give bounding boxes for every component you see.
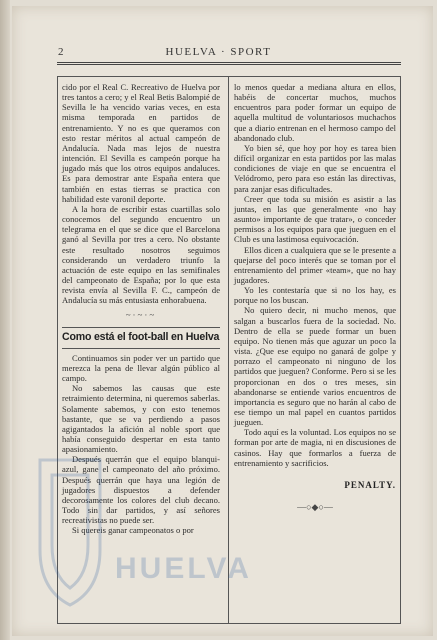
ornament-divider: ~·~·~ <box>125 310 157 321</box>
paragraph: Continuamos sin poder ver un partido que merezca la pena de llevar algún público al campo. <box>62 352 220 384</box>
page-number: 2 <box>58 46 64 58</box>
paragraph: Yo bien sé, que hoy por hoy es tarea bien difícil organizar en esta partidos por las malas condiciones de viaje en que se encuentra el Velódromo, pero para eso están las directivas, para zanjar esas dificultades. <box>234 142 396 194</box>
left-column <box>62 82 220 536</box>
right-column <box>234 82 396 512</box>
title-rule-bottom <box>62 348 220 349</box>
end-ornament: —○◆○— <box>297 502 333 513</box>
paragraph: lo menos quedar a mediana altura en ellos, habéis de concertar muchos, muchos encuentros para poder formar un equipo de aquella multitud de voluntariosos muchachos que a diario entrenan en el hermoso campo del abandonado club. <box>234 82 396 143</box>
paragraph: Si quereis ganar campeonatos o por <box>72 525 194 536</box>
paragraph: Ellos dicen a cualquiera que se le presente a quejarse del poco interés que se toman por el entrenamiento del primer «team», que no hay jugadores. <box>234 244 396 285</box>
paragraph: No sabemos las causas que este retraimiento determina, ni queremos saberlas. Solamente sabemos, y con esto tenemos bastante, que se va perdiendo a pasos agigantados la afición al noble sport que había conseguido despertar en esta tanto apasionamiento. <box>62 383 220 455</box>
column-divider <box>228 76 229 624</box>
paragraph: Todo aquí es la voluntad. Los equipos no se forman por arte de magia, ni en discusiones de casinos. Hay que formarlos a fuerza de entrenamiento y sacrificios. <box>234 427 396 468</box>
publication-header: HUELVA · SPORT <box>165 46 272 58</box>
author-signature: PENALTY. <box>344 479 396 490</box>
header-rule <box>57 62 401 65</box>
paragraph: cido por el Real C. Recreativo de Huelva por tres tantos a cero; y el Real Betis Balompié de Sevilla le ha vencido varias veces, en esta misma temporada en partidos de entrenamiento. Y no es que queramos con esto restar méritos al actual campeón de Andalucía. Nada mas lejos de nuestra intención. El Sevilla es campeón porque ha jugado más que los otros equipos andaluces. Es para demostrar ante España entera que también en estas tierras se practica con habilidad este varonil deporte. <box>62 82 220 204</box>
paragraph: No quiero decir, ni mucho menos, que salgan a buscarlos fuera de la sociedad. No. Dentro de ella se puede formar un buen equipo. No tienen más que aguzar un poco la vista. ¿Que ese equipo no ganará de golpe y porrazo el campeonato ni ninguno de los partidos que jueguen? Conforme. Pero si se les proporcionan en dos o tres meses, sin abandonarse se entiende varios encuentros de importancia es seguro que no harán al cabo de ese tiempo un mal papel en cuantos partidos jueguen. <box>234 305 396 428</box>
paragraph: Yo les contestaría que si no los hay, es porque no los buscan. <box>234 285 396 306</box>
article-title: Como está el foot-ball en Huelva <box>62 330 220 343</box>
page-binding-edge <box>0 0 10 640</box>
paragraph: Creer que toda su misión es asistir a las juntas, en las que generalmente «no hay asunto» importante de que tratar», o conceder permisos a los equipos para que jueguen en el Club es una lastimosa equivocación. <box>234 193 396 245</box>
paragraph: A la hora de escribir estas cuartillas solo conocemos del segundo encuentro un telegrama en el que se dice que el Barcelona ganó al Sevilla por tres a cero. No obstante este resultado nosotros seguimos considerando un verdadero triunfo la actuación de este equipo en las semifinales del campeonato de España; por lo que esta revista envía al Sevilla F. C., campeón de Andalucía su más entusiasta enhorabuena. <box>62 203 220 306</box>
watermark-text: HUELVA <box>115 552 252 585</box>
title-rule-top <box>62 327 220 328</box>
paragraph: Después querrán que el equipo blanqui-azul, gane el campeonato del año próximo. Después querrán que haya una legión de jugadores dispuestos a defender decorosamente los colores del club decano. Todo sin dar partidos, y así señores recreativistas no puede ser. <box>62 454 220 526</box>
